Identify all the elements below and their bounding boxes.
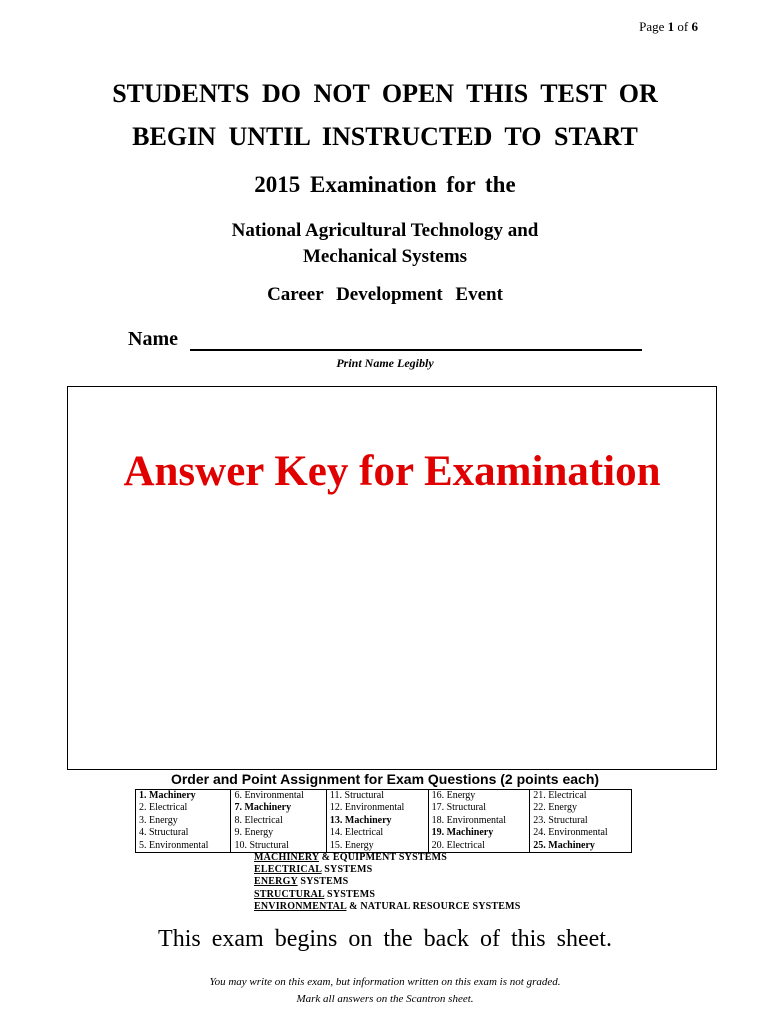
footer-line-1: You may write on this exam, but information written on this exam is not graded. [209, 976, 561, 988]
table-cell: 7. Machinery [231, 802, 326, 814]
order-title: Order and Point Assignment for Exam Questions (2 points each) [170, 771, 600, 787]
legend-item [254, 876, 521, 888]
legend-key: STRUCTURAL [254, 888, 325, 900]
table-cell: 13. Machinery [326, 815, 428, 827]
legend-key: MACHINERY [254, 852, 319, 863]
page-label: Page [639, 19, 665, 34]
table-cell: 9. Energy [231, 827, 326, 839]
event-name: Career Development Event [267, 284, 503, 305]
table-row [136, 840, 632, 853]
table-cell: 24. Environmental [530, 827, 632, 839]
table-cell: 17. Structural [428, 802, 530, 814]
table-cell: 14. Electrical [326, 827, 428, 839]
legend-text: & EQUIPMENT SYSTEMS [318, 852, 447, 863]
footer-line-2: Mark all answers on the Scantron sheet. [296, 993, 474, 1005]
table-cell: 8. Electrical [231, 815, 326, 827]
name-hint: Print Name Legibly [336, 356, 434, 370]
table-cell: 3. Energy [136, 815, 231, 827]
name-field-line[interactable] [190, 349, 642, 351]
page-total: 6 [691, 19, 698, 34]
exam-begins-note: This exam begins on the back of this sheet. [158, 926, 612, 952]
table-cell: 19. Machinery [428, 827, 530, 839]
table-cell: 5. Environmental [136, 840, 231, 853]
table-cell: 10. Structural [231, 840, 326, 853]
table-cell: 6. Environmental [231, 790, 326, 803]
table-cell: 20. Electrical [428, 840, 530, 853]
page-current: 1 [667, 19, 675, 34]
table-cell: 16. Energy [428, 790, 530, 803]
name-label: Name [128, 328, 178, 350]
footer-note [0, 974, 770, 1008]
legend-item [254, 864, 521, 876]
table-cell: 22. Energy [530, 802, 632, 814]
answer-key-title: Answer Key for Examination [123, 448, 661, 495]
table-cell: 25. Machinery [530, 840, 632, 853]
table-cell: 1. Machinery [136, 790, 231, 803]
table-cell: 15. Energy [326, 840, 428, 853]
exam-subtitle [0, 218, 770, 270]
question-order-table [135, 789, 632, 853]
table-row [136, 815, 632, 827]
legend-key: ENERGY [254, 876, 298, 888]
legend-key: ELECTRICAL [254, 864, 322, 876]
table-row [136, 802, 632, 814]
exam-title: 2015 Examination for the [254, 172, 516, 197]
table-row [136, 827, 632, 839]
legend-text: & NATURAL RESOURCE SYSTEMS [346, 900, 521, 912]
table-cell: 23. Structural [530, 815, 632, 827]
table-cell: 21. Electrical [530, 790, 632, 803]
table-cell: 18. Environmental [428, 815, 530, 827]
subtitle-line-1: National Agricultural Technology and [231, 220, 539, 241]
legend-key: ENVIRONMENTAL [254, 900, 347, 912]
page-number [639, 19, 698, 35]
start-warning [0, 72, 770, 158]
warning-line-2: BEGIN UNTIL INSTRUCTED TO START [132, 122, 638, 151]
legend-item [254, 889, 521, 901]
table-row [136, 790, 632, 803]
page-of: of [677, 19, 689, 34]
table-cell: 2. Electrical [136, 802, 231, 814]
warning-line-1: STUDENTS DO NOT OPEN THIS TEST OR [112, 79, 658, 108]
category-legend [254, 852, 521, 913]
subtitle-line-2: Mechanical Systems [302, 246, 468, 267]
legend-text: SYSTEMS [321, 864, 373, 876]
legend-item [254, 901, 521, 913]
table-cell: 4. Structural [136, 827, 231, 839]
table-cell: 12. Environmental [326, 802, 428, 814]
answer-key-box [67, 386, 717, 770]
legend-text: SYSTEMS [297, 876, 349, 888]
legend-item [254, 852, 521, 864]
legend-text: SYSTEMS [324, 888, 376, 900]
table-cell: 11. Structural [326, 790, 428, 803]
